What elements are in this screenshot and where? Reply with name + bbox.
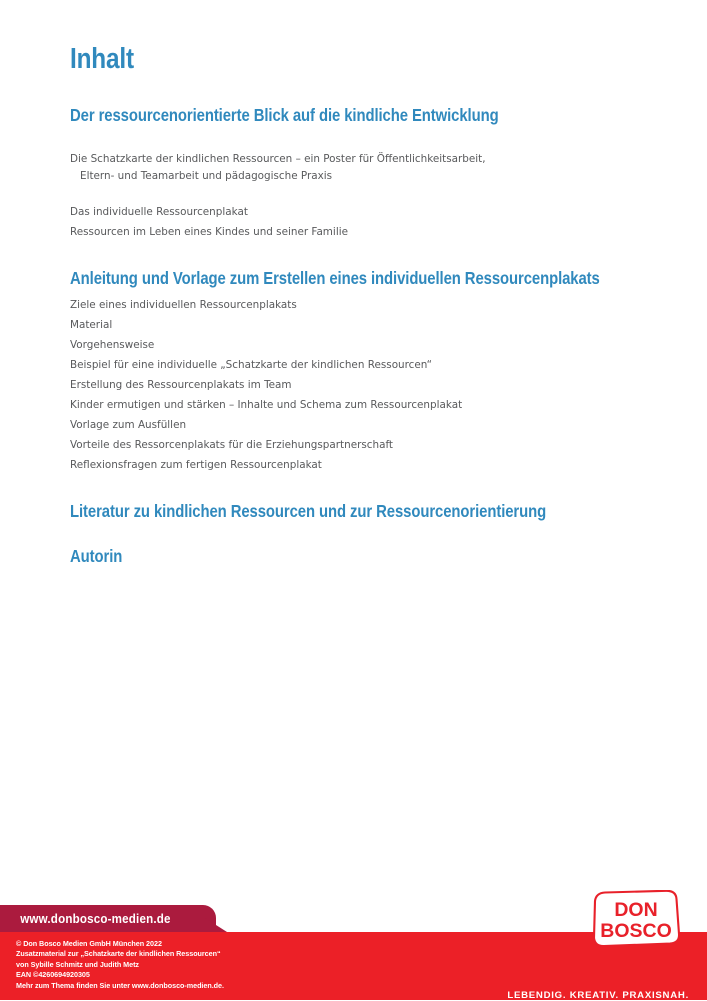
toc-entry[interactable]	[70, 134, 650, 200]
section-heading-autorin: Autorin	[70, 546, 123, 567]
toc-entry[interactable]: Vorgehensweise	[70, 338, 155, 351]
imprint-line-authors: von Sybille Schmitz und Judith Metz	[16, 959, 139, 969]
website-url-tab[interactable]	[0, 905, 216, 932]
toc-entry[interactable]: Ressourcen im Leben eines Kindes und seiner Familie	[70, 226, 348, 239]
toc-section-2	[70, 268, 650, 473]
imprint-line-more-info: Mehr zum Thema finden Sie unter www.donbosco-medien.de.	[16, 980, 224, 990]
table-of-contents	[70, 44, 650, 566]
toc-entry[interactable]: Reflexionsfragen zum fertigen Ressourcenplakat	[70, 458, 322, 471]
imprint-line-ean: EAN ©4260694920305	[16, 970, 90, 980]
don-bosco-logo	[586, 890, 684, 952]
spacer	[70, 521, 650, 546]
toc-entry[interactable]: Vorlage zum Ausfüllen	[70, 418, 187, 431]
imprint-line-material: Zusatzmaterial zur „Schatzkarte der kindlichen Ressourcen“	[16, 949, 221, 959]
toc-entry[interactable]: Kinder ermutigen und stärken – Inhalte und Schema zum Ressourcenplakat	[70, 398, 463, 411]
brand-tagline: LEBENDIG. KREATIV. PRAXISNAH.	[507, 990, 689, 1001]
toc-entry-continuation: Eltern- und Teamarbeit und pädagogische Praxis	[80, 169, 333, 182]
toc-entry[interactable]: Das individuelle Ressourcenplakat	[70, 206, 248, 219]
imprint-block	[16, 939, 224, 991]
toc-entry[interactable]: Ziele eines individuellen Ressourcenplakats	[70, 298, 297, 311]
don-bosco-logo-icon	[586, 890, 684, 952]
imprint-line-copyright: © Don Bosco Medien GmbH München 2022	[16, 939, 162, 948]
toc-entry[interactable]: Erstellung des Ressourcenplakats im Team	[70, 378, 292, 391]
section-heading-ressourcenorientierter-blick: Der ressourcenorientierte Blick auf die kindliche Entwicklung	[70, 105, 499, 126]
spacer	[70, 473, 650, 501]
website-url-text: www.donbosco-medien.de	[20, 911, 171, 926]
spacer	[70, 241, 650, 268]
page-title: Inhalt	[70, 43, 134, 75]
section-heading-anleitung-und-vorlage: Anleitung und Vorlage zum Erstellen eines individuellen Ressourcenplakats	[70, 267, 600, 288]
logo-line-1-text: DON	[614, 899, 658, 921]
toc-entry[interactable]: Beispiel für eine individuelle „Schatzkarte der kindlichen Ressourcen“	[70, 358, 432, 371]
toc-section-1	[70, 105, 650, 240]
section-heading-literatur: Literatur zu kindlichen Ressourcen und zur Ressourcenorientierung	[70, 501, 547, 522]
toc-entry[interactable]: Vorteile des Ressorcenplakats für die Erziehungspartnerschaft	[70, 438, 393, 451]
toc-entry-line: Die Schatzkarte der kindlichen Ressourcen – ein Poster für Öffentlichkeitsarbeit,	[70, 153, 486, 166]
toc-entry[interactable]: Material	[70, 318, 113, 331]
logo-line-2-text: BOSCO	[600, 920, 672, 942]
